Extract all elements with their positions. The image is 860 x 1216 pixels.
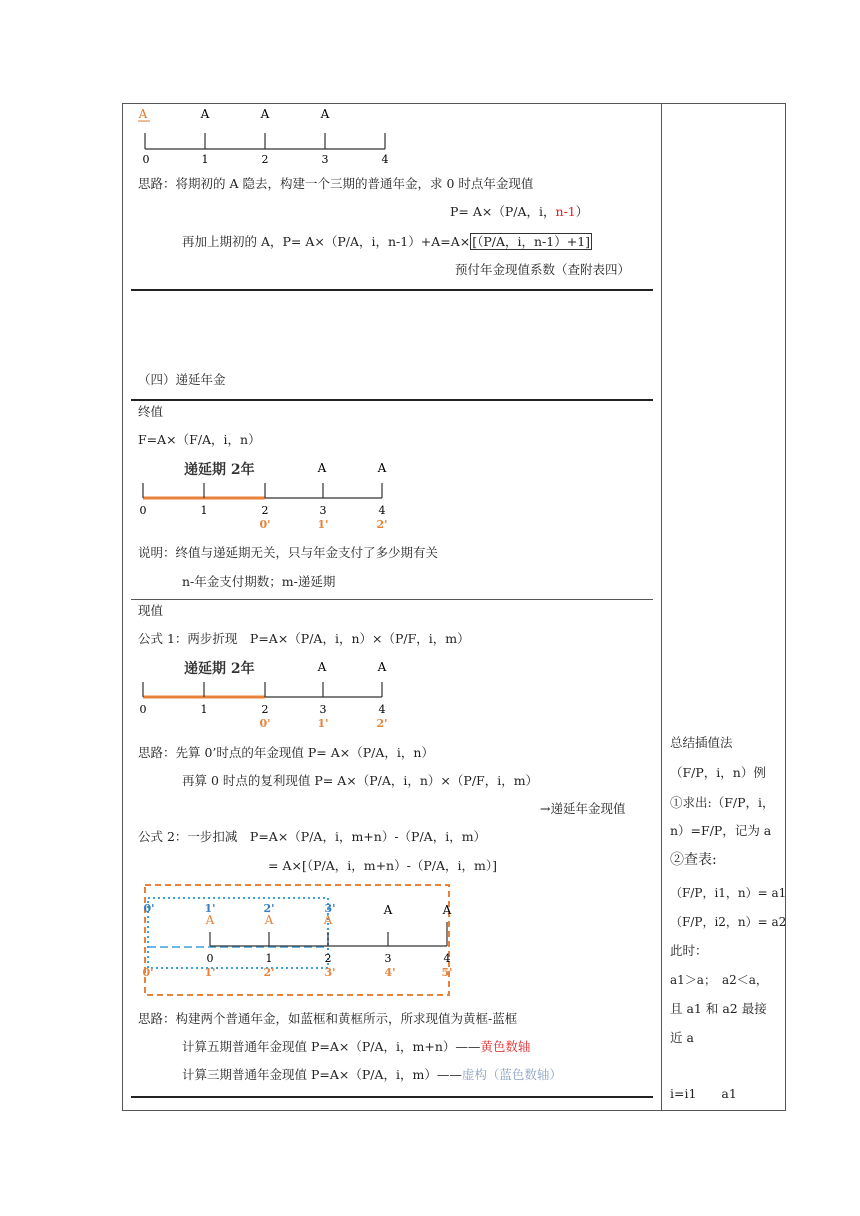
- column-divider: [661, 103, 662, 1111]
- divider: [131, 1096, 653, 1098]
- section-heading: （四）递延年金: [138, 372, 226, 387]
- tick-label: 2: [261, 703, 269, 716]
- prime-tick-label: 2': [376, 717, 388, 730]
- fv-note-2: n-年金支付期数；m-递延期: [182, 574, 336, 589]
- orange-prime-label: 0': [142, 966, 154, 979]
- tick-label: 3: [321, 153, 329, 166]
- sidebar-line: 近 a: [670, 1030, 694, 1045]
- five-period-note: 计算五期普通年金现值 P=A×（P/A，i，m+n）——黄色数轴: [182, 1039, 531, 1054]
- tick-label: 0: [142, 153, 150, 166]
- prepaid-coefficient-note: 预付年金现值系数（查附表四）: [455, 262, 631, 277]
- deferred-annuity-axis-fv: [136, 456, 396, 534]
- tick-label: 2: [261, 504, 269, 517]
- prime-tick-label: 0': [259, 518, 271, 531]
- tick-label: 1: [200, 703, 208, 716]
- pv-formula-2b: = A×[（P/A，i，m+n）-（P/A，i，m）]: [268, 858, 497, 873]
- tick-label: 4: [378, 504, 386, 517]
- tick-label: 0: [206, 952, 214, 965]
- blue-prime-label: 1': [204, 902, 216, 915]
- tick-label: 3: [319, 504, 327, 517]
- deferral-label: 递延期 2年: [184, 462, 255, 478]
- tick-label: 4: [443, 952, 451, 965]
- sidebar-line: 此时：: [670, 943, 708, 958]
- orange-prime-label: 1': [204, 966, 216, 979]
- axis-label-a: A: [442, 903, 452, 917]
- pv-idea-3: →递延年金现值: [540, 801, 626, 816]
- fv-note-1: 说明：终值与递延期无关，只与年金支付了多少期有关: [138, 545, 439, 560]
- orange-prime-label: 2': [263, 966, 275, 979]
- prime-tick-label: 1': [317, 518, 329, 531]
- tick-label: 1: [201, 153, 209, 166]
- axis-label-a: A: [320, 107, 330, 121]
- tick-label: 4: [378, 703, 386, 716]
- tick-label: 3: [384, 952, 392, 965]
- pv-idea-2: 再算 0 时点的复利现值 P= A×（P/A，i，n）×（P/F，i，m）: [182, 773, 539, 788]
- sidebar-line: ②查表:: [670, 852, 717, 868]
- divider: [131, 289, 653, 291]
- orange-prime-label: 3': [324, 966, 336, 979]
- sidebar-line: n）=F/P，记为 a: [670, 823, 772, 838]
- sidebar-line: （F/P，i，n）例: [670, 765, 766, 780]
- deferred-annuity-axis-pv: [136, 655, 396, 733]
- axis-label-a: A: [205, 913, 215, 927]
- axis-label-a: A: [383, 903, 393, 917]
- prepaid-formula-2: 再加上期初的 A，P= A×（P/A，i，n-1）+A=A× [（P/A，i，n-1）+1]: [182, 234, 591, 249]
- sidebar-line: （F/P，i2，n）= a2: [670, 915, 787, 929]
- tick-label: 1: [200, 504, 208, 517]
- tick-label: 2: [324, 952, 332, 965]
- axis-label-a: A: [317, 461, 327, 475]
- tick-label: 1: [265, 952, 273, 965]
- pv-formula-2: 公式 2：一步扣减 P=A×（P/A，i，m+n）-（P/A，i，m）: [138, 829, 487, 844]
- deferral-label: 递延期 2年: [184, 661, 255, 677]
- three-period-note: 计算三期普通年金现值 P=A×（P/A，i，m）——虚构（蓝色数轴）: [182, 1067, 562, 1082]
- axis-label-a: A: [377, 660, 387, 674]
- diagram-idea: 思路：构建两个普通年金，如蓝框和黄框所示，所求现值为黄框-蓝框: [138, 1011, 518, 1026]
- fv-title: 终值: [138, 404, 164, 419]
- sidebar-line: 总结插值法: [670, 735, 733, 750]
- axis-label-a: A: [317, 660, 327, 674]
- tick-label: 4: [381, 153, 389, 166]
- divider: [131, 399, 653, 401]
- pv-title: 现值: [138, 603, 164, 618]
- blue-prime-label: 0': [143, 902, 155, 915]
- tick-label: 3: [319, 703, 327, 716]
- axis-label-a: A: [200, 107, 210, 121]
- sidebar-line: （F/P，i1，n）= a1: [670, 886, 787, 900]
- axis-label-a: A: [260, 107, 270, 121]
- blue-prime-label: 2': [263, 902, 275, 915]
- fv-formula: F=A×（F/A，i，n）: [138, 432, 261, 447]
- prime-tick-label: 2': [376, 518, 388, 531]
- pv-idea-1: 思路：先算 0’时点的年金现值 P= A×（P/A，i，n）: [138, 745, 434, 760]
- tick-label: 0: [139, 504, 147, 517]
- sidebar-line: 且 a1 和 a2 最接: [670, 1001, 767, 1016]
- divider: [131, 599, 653, 600]
- prepaid-annuity-axis: [138, 105, 398, 167]
- blue-prime-label: 3': [324, 902, 336, 915]
- prepaid-idea: 思路：将期初的 A 隐去，构建一个三期的普通年金，求 0 时点年金现值: [138, 176, 534, 191]
- axis-label-a: A: [264, 913, 274, 927]
- two-annuity-diagram: [140, 882, 460, 1000]
- axis-label-a: A: [323, 913, 333, 927]
- prime-tick-label: 1': [317, 717, 329, 730]
- prepaid-formula-1: P= A×（P/A，i，n-1）: [450, 204, 589, 219]
- axis-label-a: A: [138, 107, 148, 121]
- tick-label: 0: [139, 703, 147, 716]
- pv-formula-1: 公式 1：两步折现 P=A×（P/A，i，n）×（P/F，i，m）: [138, 631, 470, 646]
- orange-prime-label: 4': [384, 966, 396, 979]
- axis-label-a: A: [377, 461, 387, 475]
- tick-label: 2: [261, 153, 269, 166]
- sidebar-line: i=i1 a1: [670, 1086, 737, 1101]
- orange-prime-label: 5': [441, 966, 453, 979]
- sidebar-line: ①求出:（F/P，i，: [670, 795, 775, 810]
- prime-tick-label: 0': [259, 717, 271, 730]
- sidebar-line: a1＞a； a2＜a，: [670, 973, 768, 987]
